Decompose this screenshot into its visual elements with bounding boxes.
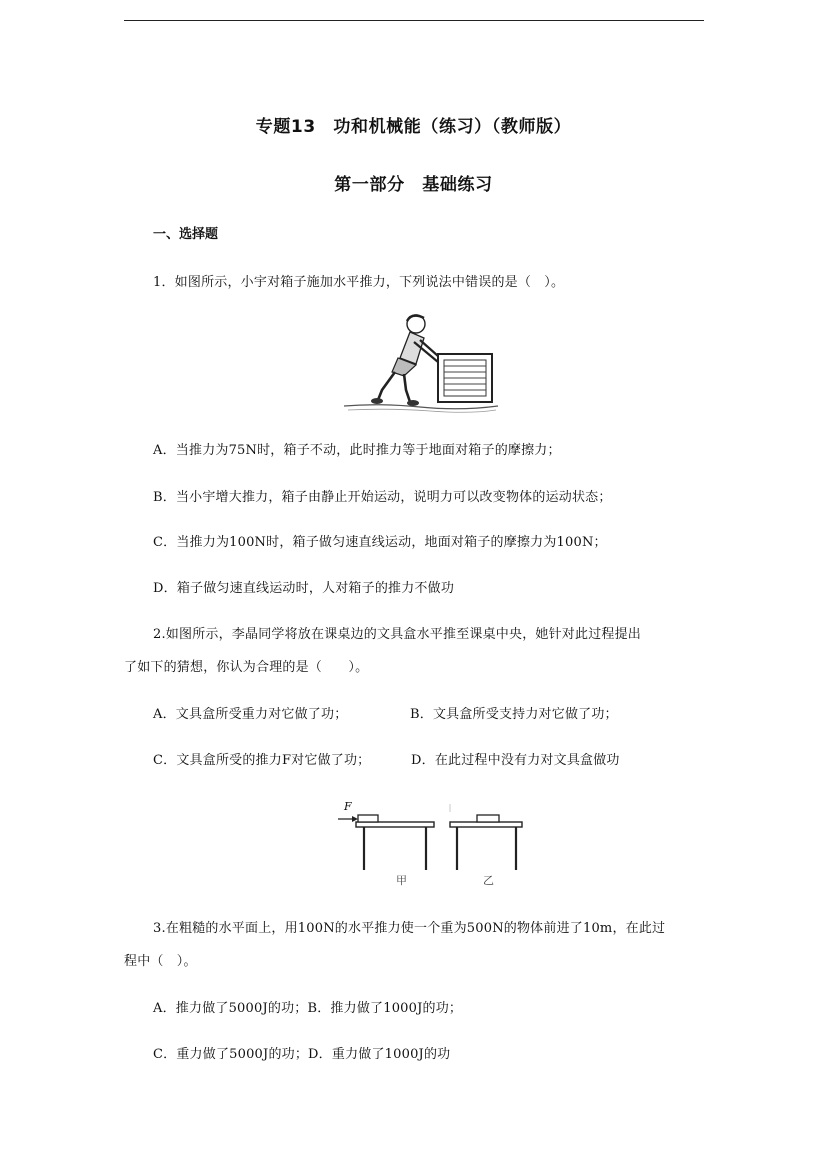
- figure-caption-jia: 甲: [396, 874, 407, 887]
- force-f-label: F: [344, 800, 352, 813]
- question-3-stem-line-1: 3.在粗糙的水平面上，用100N的水平推力使一个重为500N的物体前进了10m，在此过: [153, 921, 666, 936]
- question-2-stem-line-1: 2.如图所示，李晶同学将放在课桌边的文具盒水平推至课桌中央，她针对此过程提出: [153, 627, 642, 642]
- question-2-option-a: A．文具盒所受重力对它做了功；: [153, 707, 348, 722]
- question-2-option-b: B．文具盒所受支持力对它做了功；: [410, 707, 618, 722]
- question-1-option-b: B．当小宇增大推力，箱子由静止开始运动，说明力可以改变物体的运动状态；: [153, 490, 612, 505]
- desk-drawing: [330, 798, 530, 890]
- question-1-option-a: A．当推力为75N时，箱子不动，此时推力等于地面对箱子的摩擦力；: [153, 443, 561, 458]
- desk-pencil-box-figure: [330, 798, 530, 890]
- question-2-stem-line-2: 了如下的猜想，你认为合理的是（ ）。: [124, 660, 369, 675]
- question-1-option-c: C．当推力为100N时，箱子做匀速直线运动，地面对箱子的摩擦力为100N；: [153, 535, 607, 550]
- question-1-option-d: D．箱子做匀速直线运动时，人对箱子的推力不做功: [153, 581, 455, 596]
- boy-pushing-box-figure: [340, 310, 500, 414]
- part-title: 第一部分 基础练习: [334, 175, 493, 195]
- question-2-option-d: D．在此过程中没有力对文具盒做功: [411, 753, 620, 768]
- question-3-stem-line-2: 程中（ ）。: [124, 954, 197, 969]
- question-1-stem: 1．如图所示，小宇对箱子施加水平推力，下列说法中错误的是（ ）。: [153, 275, 565, 290]
- question-3-options-ab: A．推力做了5000J的功；B．推力做了1000J的功；: [153, 1001, 463, 1016]
- header-rule: [124, 20, 704, 21]
- question-2-option-c: C．文具盒所受的推力F对它做了功；: [153, 753, 371, 768]
- figure-caption-yi: 乙: [483, 874, 494, 887]
- section-heading: 一、选择题: [153, 227, 219, 242]
- document-title: 专题13 功和机械能（练习）（教师版）: [255, 117, 572, 137]
- question-3-options-cd: C．重力做了5000J的功；D．重力做了1000J的功: [153, 1047, 451, 1062]
